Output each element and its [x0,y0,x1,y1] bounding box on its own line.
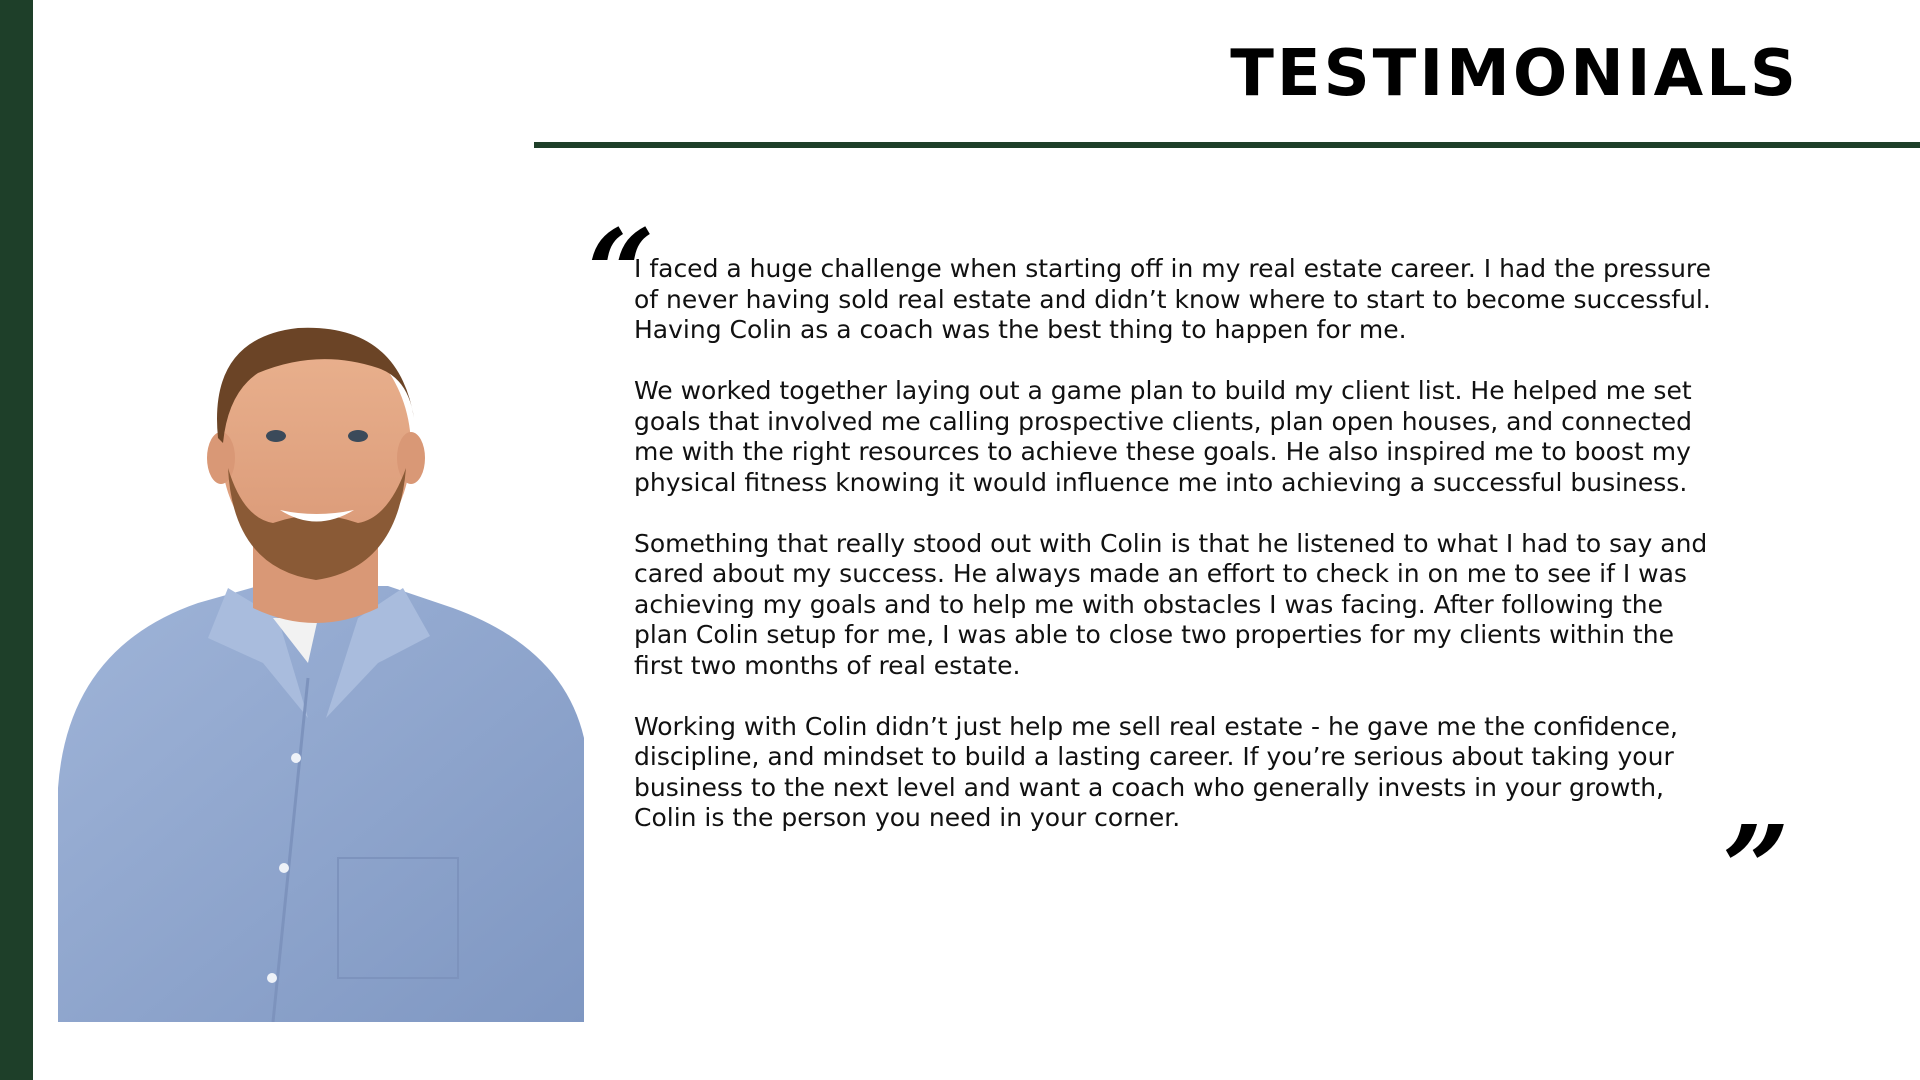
testimonial-paragraph: I faced a huge challenge when starting off in my real estate career. I had the pressure of never having sold real estate and didn’t know where to start to become successful. Having Colin as a coach was the best thing to happen for me. [634,254,1712,344]
testimonial-paragraph: We worked together laying out a game plan to build my client list. He helped me set goals that involved me calling prospective clients, plan open houses, and connected me with the right resources to achieve these goals. He also inspired me to boost my physical fitness knowing it would influence me into achieving a successful business. [634,376,1693,497]
left-accent-bar [0,0,33,1080]
page-title: TESTIMONIALS [1230,37,1799,111]
testimonial-paragraph: Something that really stood out with Colin is that he listened to what I had to say and cared about my success. He always made an effort to check in on me to see if I was achieving my goals and to help me with obstacles I was facing. After following the plan Colin setup for me, I was able to close two properties for my clients within the first two months of real estate. [634,528,1708,680]
open-quote-icon: “ [587,203,655,342]
testimonial-paragraph: Working with Colin didn’t just help me sell real estate - he gave me the confidence, discipline, and mindset to build a lasting career. If you’re serious about taking your business to the next level and want a coach who generally invests in your growth, Colin is the person you need in your corner. [634,711,1678,832]
testimonial-text [634,254,1724,864]
person-photo-icon [58,318,584,1022]
title-divider [534,142,1920,148]
portrait-photo [58,318,584,1022]
close-quote-icon: ” [1722,799,1790,938]
